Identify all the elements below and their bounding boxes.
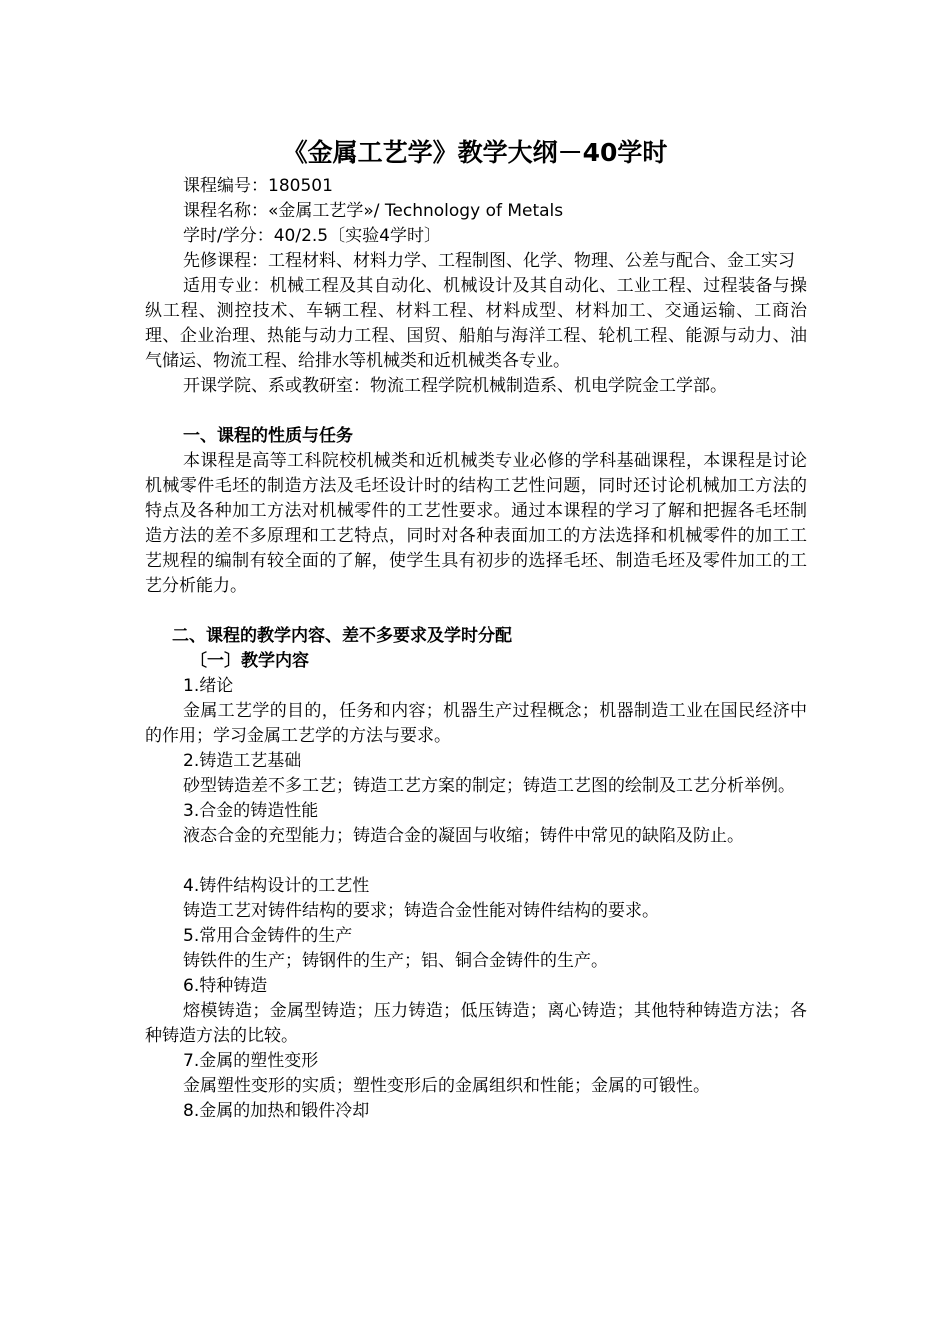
item-title: 6.特种铸造 [183, 976, 268, 996]
course-name: 课程名称：«金属工艺学»/ Technology of Metals [183, 201, 564, 221]
prerequisites: 先修课程：工程材料、材料力学、工程制图、化学、物理、公差与配合、金工实习 [183, 251, 795, 271]
section-1-heading: 一、课程的性质与任务 [183, 426, 353, 446]
applicable-majors: 适用专业：机械工程及其自动化、机械设计及其自动化、工业工程、过程装备与操纵工程、测控技术、车辆工程、材料工程、材料成型、材料加工、交通运输、工商治理、企业治理、热能与动力工程、国贸、船舶与海洋工程、轮机工程、能源与动力、油气储运、物流工程、给排水等机械类和近机械类各专业。 [145, 276, 807, 371]
course-code: 课程编号：180501 [183, 176, 333, 196]
item-text: 砂型铸造差不多工艺；铸造工艺方案的制定；铸造工艺图的绘制及工艺分析举例。 [183, 776, 795, 796]
item-title: 4.铸件结构设计的工艺性 [183, 876, 370, 896]
section-2-subheading: 〔一〕教学内容 [190, 651, 309, 671]
item-title: 2.铸造工艺基础 [183, 751, 302, 771]
item-title: 7.金属的塑性变形 [183, 1051, 319, 1071]
item-text: 液态合金的充型能力；铸造合金的凝固与收缩；铸件中常见的缺陷及防止。 [183, 826, 744, 846]
section-1-text: 本课程是高等工科院校机械类和近机械类专业必修的学科基础课程，本课程是讨论机械零件毛坯的制造方法及毛坯设计时的结构工艺性问题，同时还讨论机械加工方法的特点及各种加工方法对机械零件的工艺性要求。通过本课程的学习了解和把握各毛坯制造方法的差不多原理和工艺特点，同时对各种表面加工的方法选择和机械零件的加工工艺规程的编制有较全面的了解，使学生具有初步的选择毛坯、制造毛坯及零件加工的工艺分析能力。 [145, 451, 807, 596]
offering-department: 开课学院、系或教研室：物流工程学院机械制造系、机电学院金工学部。 [183, 376, 727, 396]
document-body [145, 174, 807, 1124]
item-text: 金属工艺学的目的，任务和内容；机器生产过程概念；机器制造工业在国民经济中的作用；学习金属工艺学的方法与要求。 [145, 701, 807, 746]
spacer [145, 849, 807, 874]
item-text: 铸铁件的生产；铸钢件的生产；铝、铜合金铸件的生产。 [183, 951, 608, 971]
document-title: 《金属工艺学》教学大纲－40学时 [282, 138, 668, 167]
spacer [145, 599, 807, 624]
item-title: 1.绪论 [183, 676, 234, 696]
item-title: 8.金属的加热和锻件冷却 [183, 1101, 370, 1121]
item-title: 5.常用合金铸件的生产 [183, 926, 353, 946]
item-text: 铸造工艺对铸件结构的要求；铸造合金性能对铸件结构的要求。 [183, 901, 659, 921]
course-hours: 学时/学分：40/2.5〔实验4学时〕 [183, 226, 441, 246]
spacer [145, 399, 807, 424]
item-text: 熔模铸造；金属型铸造；压力铸造；低压铸造；离心铸造；其他特种铸造方法；各种铸造方法的比较。 [145, 1001, 807, 1046]
section-2-heading: 二、课程的教学内容、差不多要求及学时分配 [172, 626, 512, 646]
item-title: 3.合金的铸造性能 [183, 801, 319, 821]
item-text: 金属塑性变形的实质；塑性变形后的金属组织和性能；金属的可锻性。 [183, 1076, 710, 1096]
